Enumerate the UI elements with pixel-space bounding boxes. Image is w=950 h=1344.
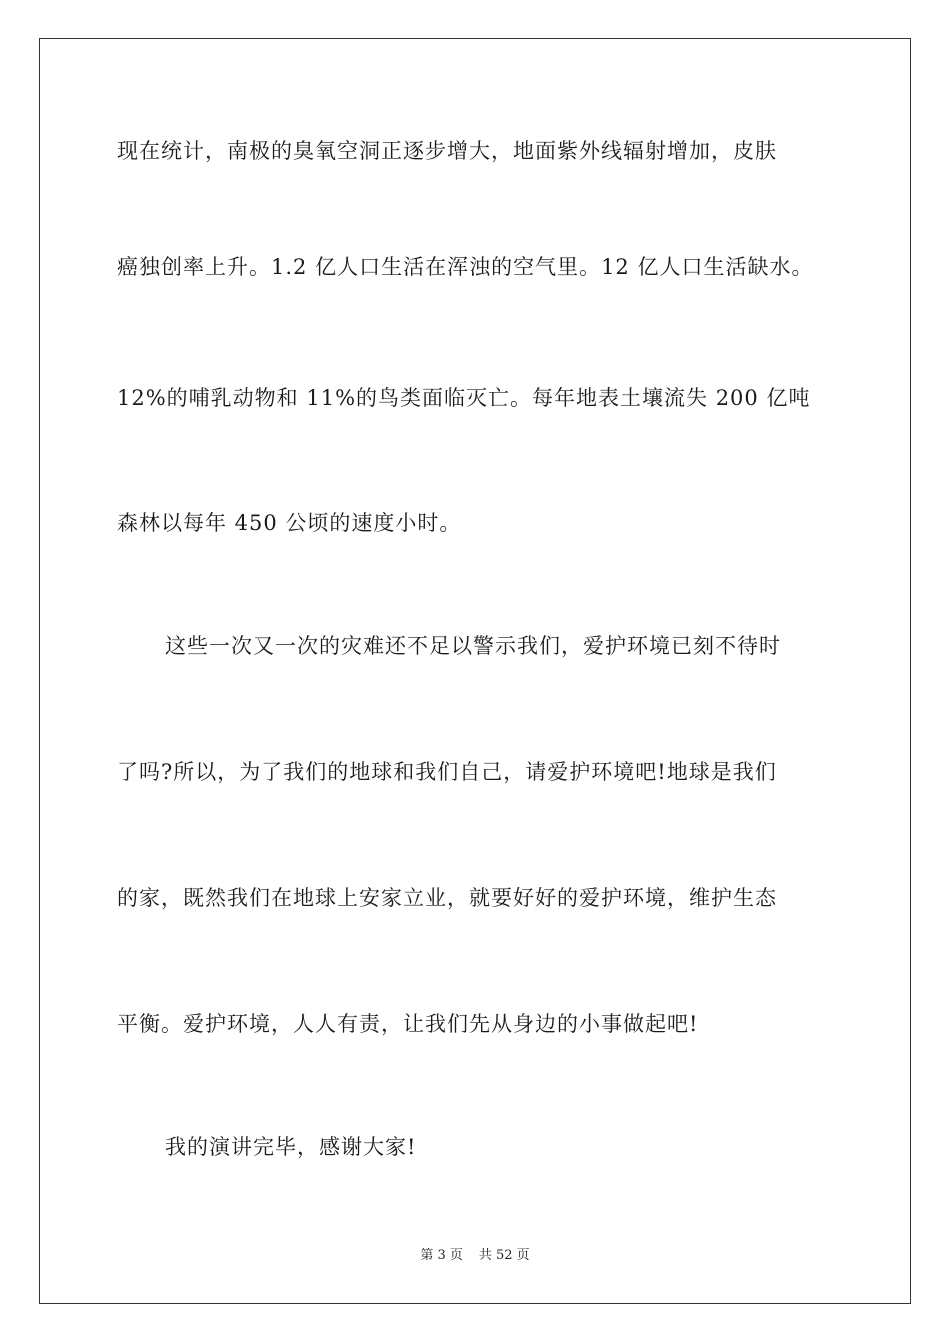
- text-line-1: 现在统计，南极的臭氧空洞正逐步增大，地面紫外线辐射增加，皮肤: [117, 139, 777, 163]
- page-border: [39, 38, 911, 1304]
- paragraph-3-line-1: 我的演讲完毕，感谢大家!: [165, 1135, 417, 1159]
- text-line-6: 了吗?所以，为了我们的地球和我们自己，请爱护环境吧!地球是我们: [117, 760, 777, 784]
- page-total: 共 52 页: [478, 1248, 530, 1263]
- text-line-2: 癌独创率上升。1.2 亿人口生活在浑浊的空气里。12 亿人口生活缺水。: [117, 255, 814, 279]
- text-line-3: 12%的哺乳动物和 11%的鸟类面临灭亡。每年地表土壤流失 200 亿吨: [117, 386, 811, 410]
- text-line-8: 平衡。爱护环境，人人有责，让我们先从身边的小事做起吧!: [117, 1012, 699, 1036]
- text-line-4: 森林以每年 450 公顷的速度小时。: [117, 511, 462, 535]
- page-footer: [0, 1247, 950, 1265]
- page-number: 第 3 页: [420, 1248, 463, 1263]
- text-line-7: 的家，既然我们在地球上安家立业，就要好好的爱护环境，维护生态: [117, 886, 777, 910]
- paragraph-2-line-1: 这些一次又一次的灾难还不足以警示我们，爱护环境已刻不待时: [165, 634, 781, 658]
